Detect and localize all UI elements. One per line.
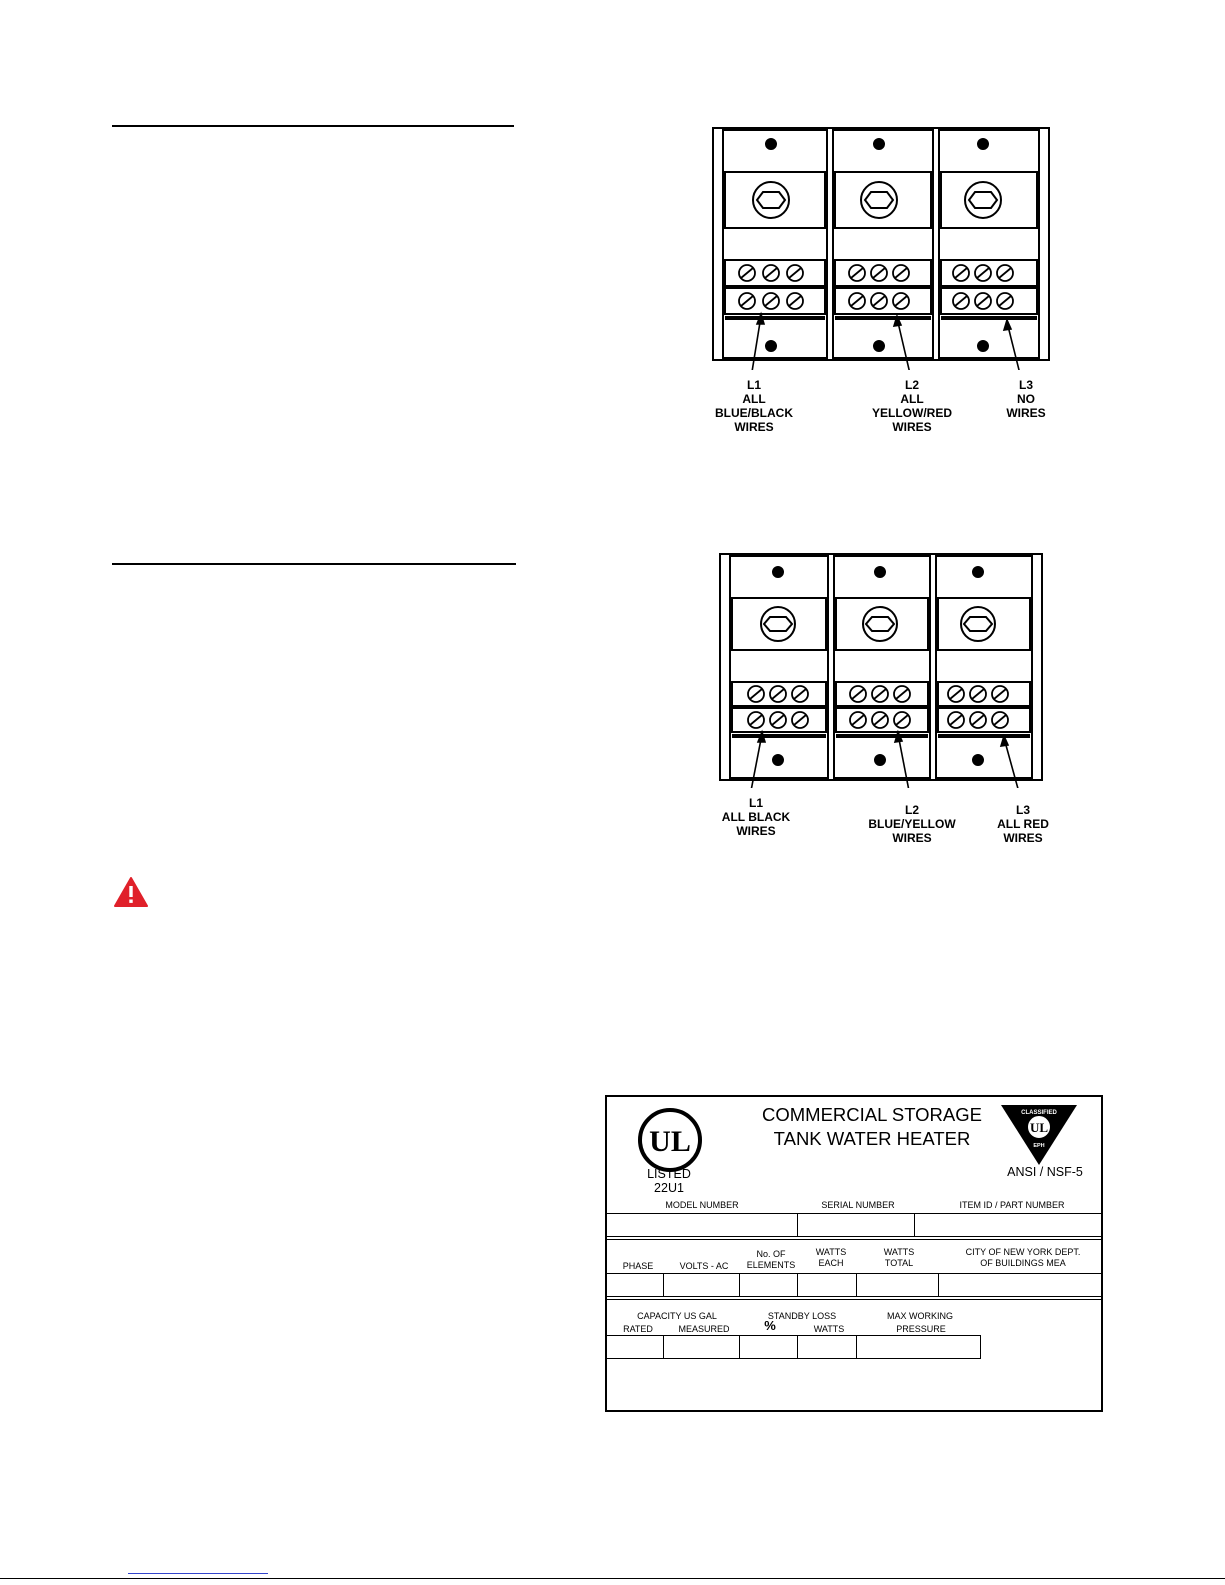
phase-header: PHASE	[622, 1261, 654, 1271]
phase-field	[606, 1273, 665, 1297]
nsf-classified-logo-icon	[999, 1103, 1079, 1167]
terminal-block-diagram-top	[705, 120, 1055, 370]
rating-plate	[605, 1095, 1103, 1412]
max-working-header: MAX WORKING	[886, 1311, 953, 1321]
capacity-header: CAPACITY US GAL	[637, 1311, 717, 1321]
section-rule-top	[112, 125, 514, 127]
nyc-mea-header: CITY OF NEW YORK DEPT. OF BUILDINGS MEA	[965, 1247, 1081, 1268]
terminal-block-diagram-bottom	[712, 548, 1052, 788]
serial-number-header: SERIAL NUMBER	[821, 1200, 895, 1210]
footer-link-underline	[128, 1573, 268, 1574]
elements-field	[739, 1273, 799, 1297]
watts-each-field	[797, 1273, 858, 1297]
watts-each-header: WATTS EACH	[815, 1247, 847, 1268]
volts-field	[663, 1273, 741, 1297]
terminal-module-l1	[723, 130, 827, 358]
elements-header: No. OF ELEMENTS	[746, 1249, 796, 1270]
nsf-standard-label: ANSI / NSF-5	[1007, 1165, 1083, 1179]
rated-field	[606, 1335, 665, 1359]
warning-triangle-icon	[113, 876, 149, 908]
wire-label-l2-top: L2 ALL YELLOW/RED WIRES	[872, 378, 952, 434]
wire-label-l3-top: L3 NO WIRES	[1006, 378, 1046, 420]
standby-watts-field	[797, 1335, 858, 1359]
volts-header: VOLTS - AC	[679, 1261, 729, 1271]
serial-number-field	[797, 1213, 916, 1237]
plate-title: COMMERCIAL STORAGE TANK WATER HEATER	[762, 1104, 982, 1149]
pressure-field	[856, 1335, 981, 1359]
measured-field	[663, 1335, 741, 1359]
watts-total-field	[856, 1273, 940, 1297]
wire-label-l3-bottom: L3 ALL RED WIRES	[997, 803, 1049, 845]
model-number-header: MODEL NUMBER	[665, 1200, 739, 1210]
svg-text:UL: UL	[1029, 1120, 1049, 1135]
wire-label-l1-bottom: L1 ALL BLACK WIRES	[721, 796, 791, 838]
standby-loss-header: STANDBY LOSS	[767, 1311, 837, 1321]
rated-subheader: RATED	[623, 1324, 653, 1334]
terminal-module-l2	[833, 130, 933, 358]
wire-label-l2-bottom: L2 BLUE/YELLOW WIRES	[868, 803, 956, 845]
terminal-block-top-group	[713, 128, 1049, 370]
model-number-field	[606, 1213, 799, 1237]
nyc-mea-field	[938, 1273, 1102, 1297]
pressure-subheader: PRESSURE	[896, 1324, 946, 1334]
section-rule-middle	[112, 563, 516, 565]
nsf-top-text: CLASSIFIED	[1021, 1110, 1057, 1116]
terminal-module-l3	[939, 130, 1039, 358]
listed-label: LISTED 22U1	[647, 1167, 691, 1195]
ul-logo-icon	[637, 1107, 703, 1173]
terminal-module-l3-bottom	[936, 556, 1032, 778]
terminal-module-l2-bottom	[834, 556, 930, 778]
percent-subheader: %	[764, 1318, 776, 1333]
nsf-bottom-text: EPH	[1033, 1143, 1045, 1149]
item-id-header: ITEM ID / PART NUMBER	[959, 1200, 1065, 1210]
footer-rule	[0, 1578, 1225, 1579]
measured-subheader: MEASURED	[678, 1324, 730, 1334]
standby-percent-field	[739, 1335, 799, 1359]
ul-logo-text: UL	[649, 1125, 691, 1158]
wire-label-l1-top: L1 ALL BLUE/BLACK WIRES	[715, 378, 793, 434]
watts-subheader: WATTS	[813, 1324, 845, 1334]
item-id-field	[914, 1213, 1102, 1237]
watts-total-header: WATTS TOTAL	[883, 1247, 915, 1268]
terminal-module-l1-bottom	[730, 556, 828, 778]
